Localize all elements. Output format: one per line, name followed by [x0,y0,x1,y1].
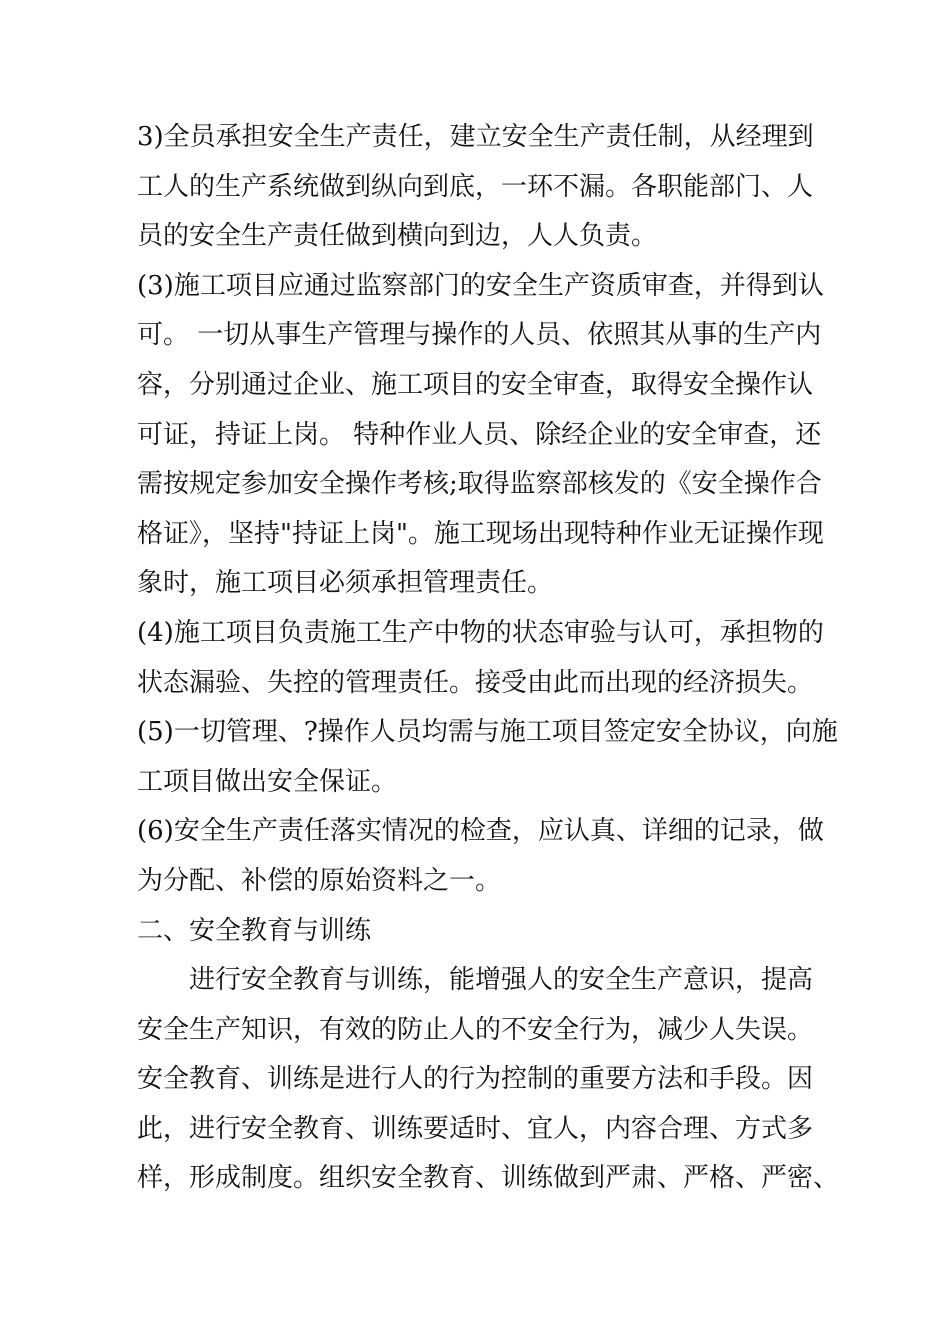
text-line: 二、安全教育与训练 [137,915,372,946]
text-line: 为分配、补偿的原始资料之一。 [137,865,502,896]
text-line: 进行安全教育与训练，能增强人的安全生产意识，提高 [189,965,814,996]
text-line: 此，进行安全教育、训练要适时、宜人，内容合理、方式多 [137,1113,814,1144]
text-line: 可证，持证上岗。 特种作业人员、除经企业的安全审查，还 [137,419,822,450]
text-line: 象时，施工项目必须承担管理责任。 [137,568,554,599]
text-line: 安全教育、训练是进行人的行为控制的重要方法和手段。因 [137,1064,814,1095]
text-line: (3)施工项目应通过监察部门的安全生产资质审查，并得到认 [137,270,824,301]
document-body [137,113,840,1204]
text-line: 容，分别通过企业、施工项目的安全审查，取得安全操作认 [137,369,814,400]
text-line: 可。 一切从事生产管理与操作的人员、依照其从事的生产内 [137,320,822,351]
text-line: 工人的生产系统做到纵向到底，一环不漏。各职能部门、人 [137,171,814,202]
text-line: (4)施工项目负责施工生产中物的状态审验与认可，承担物的 [137,617,824,648]
text-line: 3)全员承担安全生产责任，建立安全生产责任制，从经理到 [137,122,814,152]
text-line: 格证》，坚持"持证上岗"。施工现场出现特种作业无证操作现 [137,518,824,549]
text-line: (5)一切管理、?操作人员均需与施工项目签定安全协议，向施 [137,717,838,748]
text-line: 样，形成制度。组织安全教育、训练做到严肃、严格、严密、 [137,1163,840,1194]
text-line: 安全生产知识，有效的防止人的不安全行为，减少人失误。 [137,1014,814,1045]
text-line: 状态漏验、失控的管理责任。接受由此而出现的经济损失。 [137,667,814,698]
text-line: 工项目做出安全保证。 [137,766,398,797]
text-line: 员的安全生产责任做到横向到边，人人负责。 [137,221,658,252]
text-line: 需按规定参加安全操作考核;取得监察部核发的《安全操作合 [137,469,822,500]
text-line: (6)安全生产责任落实情况的检查，应认真、详细的记录，做 [137,816,824,847]
